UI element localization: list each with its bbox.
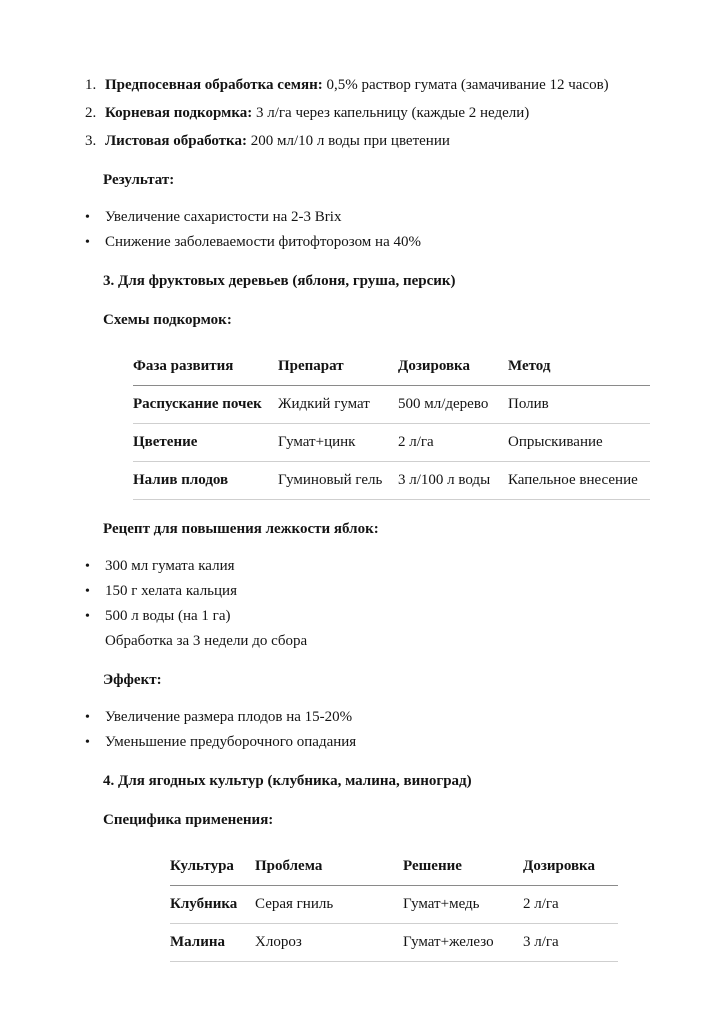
effect-heading: Эффект: [103, 672, 162, 688]
result-bullet-list [85, 208, 654, 252]
table-cell: 500 мл/дерево [398, 386, 508, 424]
table-header-row [170, 848, 618, 886]
section3-heading: 3. Для фруктовых деревьев (яблоня, груша, персик) [103, 273, 456, 289]
table-cell: Гумат+железо [403, 924, 523, 962]
bullet-icon [85, 208, 105, 227]
table-header-cell: Дозировка [523, 848, 618, 886]
section4-heading: 4. Для ягодных культур (клубника, малина, виноград) [103, 773, 472, 789]
list-number: 2. [85, 105, 97, 121]
table-cell: 2 л/га [398, 424, 508, 462]
table-header-cell: Метод [508, 348, 650, 386]
bullet-item [85, 582, 654, 601]
recipe-bullet-list [85, 557, 654, 651]
list-number: 1. [85, 77, 97, 93]
item-term: Предпосевная обработка семян: [105, 77, 323, 93]
bullet-item [85, 208, 654, 227]
bullet-text: 500 л воды (на 1 га) [105, 608, 231, 624]
bullet-icon [85, 733, 105, 752]
feeding-scheme-table [133, 348, 650, 500]
table-row [170, 924, 618, 962]
table-cell: Цветение [133, 424, 278, 462]
table-cell: Гуминовый гель [278, 462, 398, 500]
table-cell: Капельное внесение [508, 462, 650, 500]
bullet-icon [85, 708, 105, 727]
table-row [133, 424, 650, 462]
bullet-text: Увеличение размера плодов на 15-20% [105, 709, 353, 725]
bullet-text: Увеличение сахаристости на 2-3 Brix [105, 209, 342, 225]
bullet-item [85, 733, 654, 752]
result-heading: Результат: [103, 172, 175, 188]
bullet-item [85, 708, 654, 727]
recipe-heading: Рецепт для повышения лежкости яблок: [103, 521, 379, 537]
table-header-cell: Решение [403, 848, 523, 886]
table-row [133, 462, 650, 500]
table-header-cell: Фаза развития [133, 348, 278, 386]
table-cell: Полив [508, 386, 650, 424]
item-desc: 3 л/га через капельницу (каждые 2 недели) [255, 105, 530, 121]
bullet-item [85, 607, 654, 626]
table-cell: 3 л/100 л воды [398, 462, 508, 500]
item-desc: 0,5% раствор гумата (замачивание 12 часов) [326, 77, 609, 93]
recipe-note: Обработка за 3 недели до сбора [105, 633, 308, 649]
table-cell: Гумат+медь [403, 886, 523, 924]
section4-subheading: Специфика применения: [103, 812, 274, 828]
table-cell: Опрыскивание [508, 424, 650, 462]
table-cell: Жидкий гумат [278, 386, 398, 424]
table-cell: Гумат+цинк [278, 424, 398, 462]
bullet-icon [85, 233, 105, 252]
table-cell: Налив плодов [133, 462, 278, 500]
table-row [170, 886, 618, 924]
numbered-list [85, 76, 654, 151]
effect-bullet-list [85, 708, 654, 752]
table-header-cell: Проблема [255, 848, 403, 886]
table-row [133, 386, 650, 424]
numbered-item [85, 104, 654, 123]
list-number: 3. [85, 133, 97, 149]
table-cell: Серая гниль [255, 886, 403, 924]
numbered-item [85, 76, 654, 95]
item-term: Корневая подкормка: [105, 105, 253, 121]
table-cell: 3 л/га [523, 924, 618, 962]
item-desc: 200 мл/10 л воды при цветении [250, 133, 450, 149]
bullet-icon [85, 607, 105, 626]
table-cell: 2 л/га [523, 886, 618, 924]
item-term: Листовая обработка: [105, 133, 247, 149]
table-cell: Хлороз [255, 924, 403, 962]
bullet-text: Снижение заболеваемости фитофторозом на 40% [105, 234, 421, 250]
table-cell: Клубника [170, 886, 255, 924]
numbered-item [85, 132, 654, 151]
bullet-icon [85, 582, 105, 601]
bullet-text: 150 г хелата кальция [105, 583, 237, 599]
table-header-cell: Дозировка [398, 348, 508, 386]
bullet-text: Уменьшение предуборочного опадания [105, 734, 357, 750]
bullet-icon [85, 557, 105, 576]
table-cell: Малина [170, 924, 255, 962]
section3-subheading: Схемы подкормок: [103, 312, 232, 328]
bullet-item [85, 233, 654, 252]
berry-crops-table [170, 848, 618, 962]
bullet-item [85, 557, 654, 576]
table-header-cell: Культура [170, 848, 255, 886]
table-header-row [133, 348, 650, 386]
bullet-text: 300 мл гумата калия [105, 558, 235, 574]
table-cell: Распускание почек [133, 386, 278, 424]
table-header-cell: Препарат [278, 348, 398, 386]
